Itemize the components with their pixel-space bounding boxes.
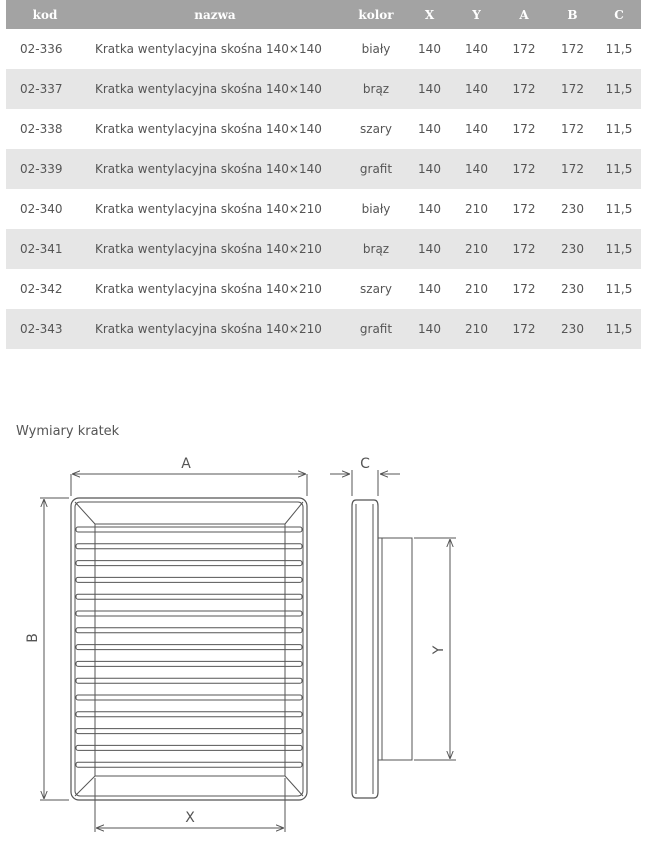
table-row bbox=[6, 189, 641, 229]
dimension-b bbox=[25, 498, 69, 800]
grille-side-view bbox=[352, 500, 412, 798]
cell-a: 172 bbox=[512, 202, 536, 216]
cell-b: 172 bbox=[561, 42, 584, 56]
cell-kod: 02-343 bbox=[6, 309, 84, 349]
header-kolor: kolor bbox=[346, 0, 406, 29]
cell-kod: 02-338 bbox=[20, 122, 63, 136]
cell-kod: 02-341 bbox=[6, 229, 84, 269]
cell-b: 172 bbox=[548, 149, 597, 189]
cell-nazwa: Kratka wentylacyjna skośna 140×210 bbox=[84, 229, 346, 269]
cell-y: 140 bbox=[465, 42, 488, 56]
cell-a: 172 bbox=[500, 149, 548, 189]
louver-slat bbox=[76, 712, 302, 717]
label-a: A bbox=[181, 456, 191, 472]
cell-x: 140 bbox=[418, 122, 441, 136]
cell-kolor: biały bbox=[361, 202, 391, 216]
louver-slat bbox=[76, 762, 302, 767]
cell-nazwa: Kratka wentylacyjna skośna 140×140 bbox=[84, 149, 346, 189]
louver-slat bbox=[76, 695, 302, 700]
louver-slat bbox=[76, 594, 302, 599]
cell-y: 140 bbox=[453, 69, 500, 109]
louver-slat bbox=[76, 678, 302, 683]
cell-c: 11,5 bbox=[597, 309, 641, 349]
cell-nazwa: Kratka wentylacyjna skośna 140×210 bbox=[95, 282, 322, 296]
cell-kolor: grafit bbox=[346, 149, 406, 189]
cell-kod: 02-339 bbox=[6, 149, 84, 189]
dimension-c bbox=[330, 456, 400, 496]
table-row bbox=[6, 69, 641, 109]
louver-slat bbox=[76, 645, 302, 650]
label-x: X bbox=[185, 810, 195, 826]
cell-kolor: brąz bbox=[346, 69, 406, 109]
cell-kolor: grafit bbox=[346, 309, 406, 349]
cell-kod: 02-336 bbox=[20, 42, 63, 56]
cell-kolor: brąz bbox=[346, 229, 406, 269]
cell-y: 140 bbox=[453, 149, 500, 189]
header-kod: kod bbox=[6, 0, 84, 29]
cell-b: 230 bbox=[548, 229, 597, 269]
cell-nazwa: Kratka wentylacyjna skośna 140×140 bbox=[84, 69, 346, 109]
dimension-y bbox=[414, 538, 456, 760]
cell-y: 210 bbox=[453, 229, 500, 269]
louver-slat bbox=[76, 527, 302, 532]
cell-c: 11,5 bbox=[605, 122, 633, 136]
cell-kod: 02-340 bbox=[20, 202, 63, 216]
section-title: Wymiary kratek bbox=[16, 424, 120, 439]
dimension-x bbox=[95, 778, 285, 832]
cell-c: 11,5 bbox=[597, 149, 641, 189]
cell-nazwa: Kratka wentylacyjna skośna 140×210 bbox=[95, 202, 322, 216]
louver-slat bbox=[76, 611, 302, 616]
grille-dimension-drawing bbox=[0, 450, 662, 841]
cell-kolor: szary bbox=[360, 282, 392, 296]
cell-c: 11,5 bbox=[597, 69, 641, 109]
cell-kolor: szary bbox=[360, 122, 392, 136]
header-nazwa: nazwa bbox=[84, 0, 346, 29]
cell-x: 140 bbox=[418, 42, 441, 56]
cell-c: 11,5 bbox=[605, 42, 633, 56]
louver-slat bbox=[76, 729, 302, 734]
cell-x: 140 bbox=[418, 282, 441, 296]
cell-b: 230 bbox=[561, 282, 584, 296]
louver-slat bbox=[76, 745, 302, 750]
grille-front-view bbox=[71, 498, 307, 800]
cell-x: 140 bbox=[406, 309, 453, 349]
header-a: A bbox=[500, 0, 548, 29]
label-b: B bbox=[25, 633, 41, 643]
cell-y: 140 bbox=[465, 122, 488, 136]
table-row bbox=[6, 109, 641, 149]
cell-x: 140 bbox=[406, 229, 453, 269]
cell-b: 230 bbox=[561, 202, 584, 216]
cell-a: 172 bbox=[512, 122, 536, 136]
louver-slat bbox=[76, 628, 302, 633]
header-x: X bbox=[406, 0, 453, 29]
cell-nazwa: Kratka wentylacyjna skośna 140×140 bbox=[95, 42, 322, 56]
cell-kod: 02-342 bbox=[20, 282, 63, 296]
cell-kod: 02-337 bbox=[6, 69, 84, 109]
cell-b: 172 bbox=[548, 69, 597, 109]
cell-y: 210 bbox=[465, 282, 488, 296]
louver-slat bbox=[76, 561, 302, 566]
cell-kolor: biały bbox=[361, 42, 391, 56]
cell-nazwa: Kratka wentylacyjna skośna 140×140 bbox=[95, 122, 322, 136]
spec-table bbox=[6, 0, 641, 349]
louver-slat bbox=[76, 544, 302, 549]
cell-a: 172 bbox=[500, 69, 548, 109]
cell-nazwa: Kratka wentylacyjna skośna 140×210 bbox=[84, 309, 346, 349]
label-c: C bbox=[360, 456, 370, 472]
cell-c: 11,5 bbox=[605, 202, 633, 216]
table-row bbox=[6, 269, 641, 309]
cell-x: 140 bbox=[406, 149, 453, 189]
cell-y: 210 bbox=[465, 202, 488, 216]
cell-y: 210 bbox=[453, 309, 500, 349]
grille-louvers bbox=[76, 527, 302, 767]
cell-b: 172 bbox=[561, 122, 584, 136]
header-c: C bbox=[597, 0, 641, 29]
cell-a: 172 bbox=[500, 309, 548, 349]
cell-a: 172 bbox=[500, 229, 548, 269]
cell-c: 11,5 bbox=[597, 229, 641, 269]
cell-a: 172 bbox=[512, 42, 536, 56]
louver-slat bbox=[76, 661, 302, 666]
table-row bbox=[6, 29, 641, 69]
table-row bbox=[6, 229, 641, 269]
table-header-row bbox=[6, 0, 641, 29]
header-b: B bbox=[548, 0, 597, 29]
cell-x: 140 bbox=[418, 202, 441, 216]
cell-x: 140 bbox=[406, 69, 453, 109]
table-row bbox=[6, 149, 641, 189]
cell-a: 172 bbox=[512, 282, 536, 296]
cell-c: 11,5 bbox=[605, 282, 633, 296]
louver-slat bbox=[76, 577, 302, 582]
cell-b: 230 bbox=[548, 309, 597, 349]
label-y: Y bbox=[431, 645, 447, 655]
table-row bbox=[6, 309, 641, 349]
dimension-a bbox=[71, 456, 307, 496]
header-y: Y bbox=[453, 0, 500, 29]
